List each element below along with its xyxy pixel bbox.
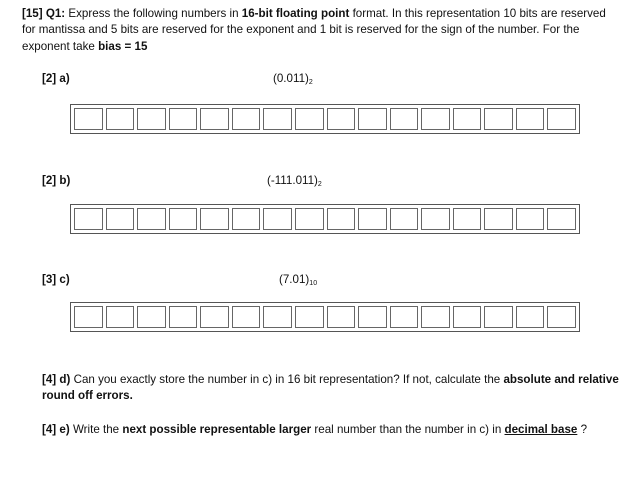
part-b-label: [2] b) (42, 174, 71, 187)
bit-box[interactable] (358, 208, 387, 230)
bit-box[interactable] (390, 306, 419, 328)
bit-box[interactable] (137, 108, 166, 130)
bit-box[interactable] (74, 306, 103, 328)
q1-text-2: format. In this representation 10 bits are reserved for mantissa and 5 bits are reserved for the exponent and 1 bit is reserved for the sign of the number. For the exponent take (22, 7, 606, 53)
bit-box[interactable] (484, 306, 513, 328)
bit-box[interactable] (232, 208, 261, 230)
q1-bias: bias = 15 (98, 39, 148, 53)
question-d-text: Can you exactly store the number in c) in 16 bit representation? If not, calculate the (73, 373, 501, 386)
bit-box[interactable] (390, 108, 419, 130)
part-a-base: 2 (308, 79, 313, 86)
bit-box[interactable] (295, 306, 324, 328)
bit-box[interactable] (547, 108, 576, 130)
bit-box[interactable] (106, 208, 135, 230)
bit-box[interactable] (516, 208, 545, 230)
bit-box[interactable] (74, 208, 103, 230)
bit-box[interactable] (295, 208, 324, 230)
question-e-underlined: decimal base (504, 423, 578, 436)
question-e-bold: next possible representable larger (122, 423, 312, 436)
question-e-text-3: ? (580, 423, 588, 436)
bit-box[interactable] (169, 208, 198, 230)
bit-box[interactable] (106, 306, 135, 328)
bit-box[interactable] (484, 208, 513, 230)
bit-box[interactable] (484, 108, 513, 130)
bit-box[interactable] (137, 306, 166, 328)
bit-box[interactable] (421, 306, 450, 328)
bit-box[interactable] (390, 208, 419, 230)
bit-box[interactable] (169, 108, 198, 130)
part-c-label: [3] c) (42, 273, 70, 286)
part-b-number (267, 174, 322, 188)
bit-box[interactable] (516, 108, 545, 130)
q1-marks: [15] Q1: (22, 7, 66, 20)
bit-box[interactable] (232, 108, 261, 130)
part-a-bit-boxes[interactable] (70, 104, 580, 134)
bit-box[interactable] (106, 108, 135, 130)
bit-box[interactable] (200, 306, 229, 328)
part-a-label: [2] a) (42, 72, 70, 85)
bit-box[interactable] (453, 306, 482, 328)
bit-box[interactable] (421, 108, 450, 130)
bit-box[interactable] (263, 306, 292, 328)
question-e-text-2: real number than the number in c) in (314, 423, 502, 436)
question-e-label: [4] e) (42, 423, 70, 436)
bit-box[interactable] (137, 208, 166, 230)
question-d (42, 372, 632, 404)
bit-box[interactable] (358, 306, 387, 328)
part-b-base: 2 (317, 181, 322, 188)
part-a-number (273, 72, 313, 86)
bit-box[interactable] (358, 108, 387, 130)
question-intro (22, 6, 622, 55)
bit-box[interactable] (295, 108, 324, 130)
part-c-value: (7.01) (279, 273, 310, 286)
part-b-value: (-111.011) (267, 174, 318, 187)
question-d-bold: absolute and relative round off errors. (42, 373, 619, 402)
bit-box[interactable] (453, 108, 482, 130)
bit-box[interactable] (74, 108, 103, 130)
part-c-base: 10 (309, 280, 318, 287)
bit-box[interactable] (547, 306, 576, 328)
q1-text-1: Express the following numbers in (68, 7, 239, 20)
part-a-value: (0.011) (273, 72, 309, 85)
bit-box[interactable] (169, 306, 198, 328)
bit-box[interactable] (327, 306, 356, 328)
bit-box[interactable] (327, 208, 356, 230)
bit-box[interactable] (263, 208, 292, 230)
bit-box[interactable] (516, 306, 545, 328)
bit-box[interactable] (200, 208, 229, 230)
bit-box[interactable] (200, 108, 229, 130)
part-b-bit-boxes[interactable] (70, 204, 580, 234)
part-c-number (279, 273, 317, 287)
question-e-text-1: Write the (72, 423, 120, 436)
bit-box[interactable] (547, 208, 576, 230)
part-c-bit-boxes[interactable] (70, 302, 580, 332)
bit-box[interactable] (232, 306, 261, 328)
q1-bold-format: 16-bit floating point (241, 7, 350, 20)
question-d-label: [4] d) (42, 373, 71, 386)
bit-box[interactable] (421, 208, 450, 230)
bit-box[interactable] (327, 108, 356, 130)
question-e (42, 422, 632, 438)
bit-box[interactable] (263, 108, 292, 130)
bit-box[interactable] (453, 208, 482, 230)
